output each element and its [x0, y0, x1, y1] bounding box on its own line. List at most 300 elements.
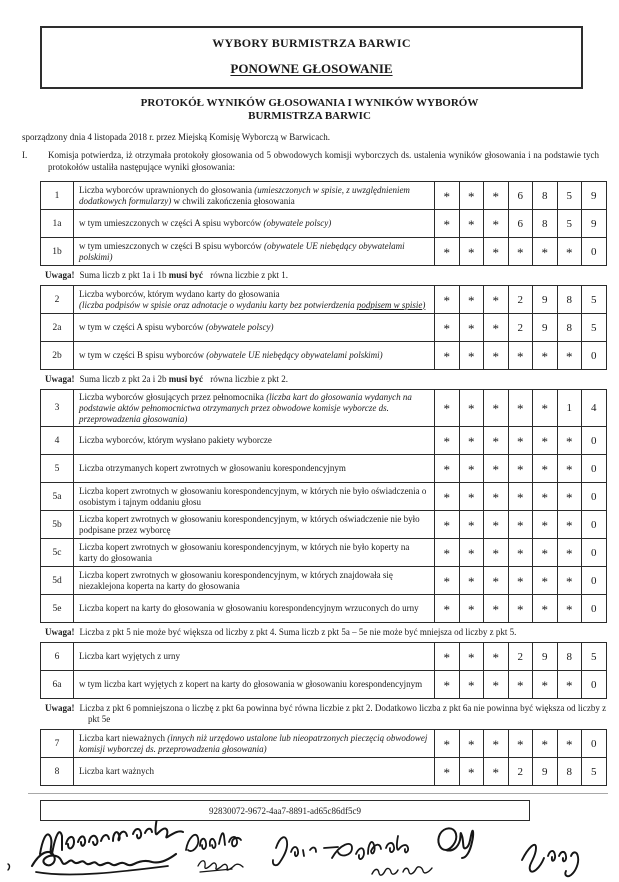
table-row: [41, 342, 607, 370]
digit-cell: [459, 286, 484, 314]
digit-cell: [484, 210, 509, 238]
asterisk-filler: *: [517, 489, 524, 505]
asterisk-filler: *: [541, 736, 548, 752]
asterisk-filler: *: [443, 601, 450, 617]
digit-cell: [557, 427, 582, 455]
signature-stroke: [32, 852, 176, 866]
table-row: [41, 595, 607, 623]
digit-cell: [582, 210, 607, 238]
digit-cell: [557, 483, 582, 511]
digit-cell: [484, 238, 509, 266]
asterisk-filler: *: [566, 545, 573, 561]
row-number: 5e: [41, 595, 74, 623]
asterisk-filler: *: [443, 649, 450, 665]
document-id-box: [40, 800, 530, 821]
asterisk-filler: *: [566, 461, 573, 477]
digit-cell: [435, 238, 460, 266]
note-label: Uwaga!: [45, 374, 75, 384]
subtitle-line-1: PROTOKÓŁ WYNIKÓW GŁOSOWANIA I WYNIKÓW WYBORÓW: [140, 97, 479, 109]
asterisk-filler: *: [492, 216, 499, 232]
note-text: równa liczbie z pkt 2.: [208, 374, 288, 384]
asterisk-filler: *: [443, 517, 450, 533]
asterisk-filler: *: [492, 736, 499, 752]
note-text: Suma liczb z pkt 2a i 2b: [79, 374, 169, 384]
digit-value: 0: [591, 602, 597, 615]
digit-value: 4: [591, 402, 597, 415]
digit-cell: [533, 758, 558, 786]
digit-cell: [582, 182, 607, 210]
digit-value: 5: [591, 650, 597, 663]
results-tables: [0, 181, 619, 786]
asterisk-filler: *: [566, 517, 573, 533]
asterisk-filler: *: [566, 489, 573, 505]
digit-value: 2: [517, 293, 523, 306]
digit-value: 5: [566, 189, 572, 202]
digit-value: 9: [542, 293, 548, 306]
digit-cell: [557, 238, 582, 266]
asterisk-filler: *: [492, 649, 499, 665]
digit-cell: [582, 390, 607, 427]
digit-value: 6: [517, 217, 523, 230]
asterisk-filler: *: [443, 216, 450, 232]
asterisk-filler: *: [492, 244, 499, 260]
digit-cell: [484, 182, 509, 210]
asterisk-filler: *: [468, 649, 475, 665]
digit-cell: [508, 758, 533, 786]
asterisk-filler: *: [517, 433, 524, 449]
digit-cell: [484, 511, 509, 539]
digit-cell: [508, 671, 533, 699]
digit-cell: [459, 567, 484, 595]
asterisk-filler: *: [468, 545, 475, 561]
row-label: Liczba kopert na karty do głosowania w głosowaniu korespondencyjnym wrzuconych do urny: [74, 595, 435, 623]
digit-cell: [508, 314, 533, 342]
note-label: Uwaga!: [45, 703, 75, 714]
asterisk-filler: *: [492, 348, 499, 364]
digit-cell: [582, 238, 607, 266]
results-table: [40, 285, 607, 370]
asterisk-filler: *: [492, 601, 499, 617]
asterisk-filler: *: [443, 292, 450, 308]
asterisk-filler: *: [468, 573, 475, 589]
asterisk-filler: *: [492, 401, 499, 417]
digit-cell: [484, 427, 509, 455]
signature-stroke: [36, 866, 168, 874]
note-text: równa liczbie z pkt 1.: [208, 270, 288, 280]
table-row: [41, 539, 607, 567]
digit-value: 0: [591, 518, 597, 531]
digit-cell: [533, 342, 558, 370]
asterisk-filler: *: [541, 601, 548, 617]
note-text: musi być: [168, 270, 203, 280]
asterisk-filler: *: [468, 736, 475, 752]
digit-cell: [533, 730, 558, 758]
digit-cell: [557, 455, 582, 483]
digit-cell: [533, 238, 558, 266]
section-number: I.: [22, 150, 28, 160]
digit-cell: [484, 455, 509, 483]
digit-value: 9: [542, 650, 548, 663]
digit-cell: [582, 314, 607, 342]
digit-cell: [582, 511, 607, 539]
asterisk-filler: *: [541, 461, 548, 477]
asterisk-filler: *: [517, 348, 524, 364]
asterisk-filler: *: [566, 677, 573, 693]
asterisk-filler: *: [517, 517, 524, 533]
digit-value: 8: [566, 765, 572, 778]
digit-value: 0: [591, 574, 597, 587]
digit-cell: [435, 758, 460, 786]
digit-cell: [582, 483, 607, 511]
digit-cell: [435, 342, 460, 370]
asterisk-filler: *: [517, 545, 524, 561]
digit-cell: [582, 539, 607, 567]
asterisk-filler: *: [443, 401, 450, 417]
asterisk-filler: *: [492, 764, 499, 780]
row-number: 5: [41, 455, 74, 483]
asterisk-filler: *: [468, 292, 475, 308]
results-table: [40, 729, 607, 786]
digit-cell: [435, 286, 460, 314]
asterisk-filler: *: [468, 244, 475, 260]
digit-cell: [435, 539, 460, 567]
asterisk-filler: *: [492, 320, 499, 336]
asterisk-filler: *: [517, 677, 524, 693]
signature-stroke: [8, 864, 10, 870]
asterisk-filler: *: [492, 433, 499, 449]
digit-value: 6: [517, 189, 523, 202]
signatures-area: [0, 820, 619, 882]
asterisk-filler: *: [443, 244, 450, 260]
signature-stroke: [372, 867, 432, 875]
asterisk-filler: *: [468, 517, 475, 533]
digit-cell: [557, 539, 582, 567]
table-row: [41, 643, 607, 671]
election-title: WYBORY BURMISTRZA BARWIC: [212, 36, 411, 50]
digit-cell: [459, 455, 484, 483]
asterisk-filler: *: [541, 244, 548, 260]
digit-cell: [508, 238, 533, 266]
signature-stroke: [186, 833, 241, 851]
digit-cell: [533, 511, 558, 539]
signature-stroke: [273, 837, 338, 865]
digit-value: 9: [591, 189, 597, 202]
row-label: Liczba kopert zwrotnych w głosowaniu korespondencyjnym, w których nie było koperty na karty do głosowania: [74, 539, 435, 567]
digit-cell: [533, 595, 558, 623]
asterisk-filler: *: [517, 736, 524, 752]
asterisk-filler: *: [492, 545, 499, 561]
row-label: Liczba wyborców uprawnionych do głosowania (umieszczonych w spisie, z uwzględnieniem dodatkowych formularzy) w chwili zakończenia głosowania: [74, 182, 435, 210]
digit-value: 0: [591, 678, 597, 691]
digit-cell: [459, 210, 484, 238]
row-label: Liczba otrzymanych kopert zwrotnych w głosowaniu korespondencyjnym: [74, 455, 435, 483]
digit-cell: [484, 483, 509, 511]
asterisk-filler: *: [443, 348, 450, 364]
digit-cell: [459, 314, 484, 342]
table-row: [41, 390, 607, 427]
digit-cell: [435, 210, 460, 238]
row-number: 6a: [41, 671, 74, 699]
digit-value: 5: [591, 321, 597, 334]
digit-value: 1: [566, 402, 572, 415]
asterisk-filler: *: [517, 601, 524, 617]
digit-value: 8: [566, 321, 572, 334]
digit-cell: [435, 671, 460, 699]
row-number: 5d: [41, 567, 74, 595]
asterisk-filler: *: [468, 601, 475, 617]
digit-cell: [508, 390, 533, 427]
row-label: w tym liczba kart wyjętych z kopert na karty do głosowania w głosowaniu korespondencyjnym: [74, 671, 435, 699]
digit-value: 0: [591, 349, 597, 362]
digit-cell: [459, 758, 484, 786]
asterisk-filler: *: [492, 517, 499, 533]
row-number: 7: [41, 730, 74, 758]
asterisk-filler: *: [492, 489, 499, 505]
digit-value: 8: [542, 217, 548, 230]
digit-cell: [459, 390, 484, 427]
digit-value: 5: [591, 293, 597, 306]
digit-cell: [533, 643, 558, 671]
row-number: 5a: [41, 483, 74, 511]
digit-value: 2: [517, 765, 523, 778]
digit-cell: [533, 210, 558, 238]
digit-cell: [533, 286, 558, 314]
asterisk-filler: *: [492, 292, 499, 308]
asterisk-filler: *: [443, 433, 450, 449]
table-row: [41, 483, 607, 511]
asterisk-filler: *: [468, 461, 475, 477]
asterisk-filler: *: [468, 489, 475, 505]
table-row: [41, 455, 607, 483]
asterisk-filler: *: [468, 216, 475, 232]
row-number: 1: [41, 182, 74, 210]
signature-stroke: [40, 820, 183, 854]
digit-cell: [484, 286, 509, 314]
digit-cell: [435, 182, 460, 210]
row-label: Liczba kopert zwrotnych w głosowaniu korespondencyjnym, w których nie było oświadczenia o osobistym i tajnym oddaniu głosu: [74, 483, 435, 511]
asterisk-filler: *: [517, 244, 524, 260]
digit-cell: [582, 643, 607, 671]
table-row: [41, 427, 607, 455]
digit-cell: [484, 390, 509, 427]
digit-cell: [582, 455, 607, 483]
row-label: Liczba kopert zwrotnych w głosowaniu korespondencyjnym, w których znajdowała się niezaklejona koperta na karty do głosowania: [74, 567, 435, 595]
asterisk-filler: *: [566, 601, 573, 617]
asterisk-filler: *: [468, 320, 475, 336]
digit-cell: [508, 286, 533, 314]
digit-value: 9: [591, 217, 597, 230]
digit-cell: [582, 595, 607, 623]
digit-cell: [533, 539, 558, 567]
row-number: 2a: [41, 314, 74, 342]
row-label: Liczba wyborców głosujących przez pełnomocnika (liczba kart do głosowania wydanych na podstawie aktów pełnomocnictwa otrzymanych przez obwodowe komisje wyborcze ds. przeprowadzenia głosowania): [74, 390, 435, 427]
digit-value: 5: [591, 765, 597, 778]
digit-cell: [435, 483, 460, 511]
signature-stroke: [332, 836, 408, 859]
digit-cell: [435, 455, 460, 483]
note: [45, 374, 607, 385]
digit-cell: [582, 342, 607, 370]
asterisk-filler: *: [468, 348, 475, 364]
row-label: Liczba wyborców, którym wysłano pakiety wyborcze: [74, 427, 435, 455]
digit-cell: [435, 567, 460, 595]
scan-artifact-line: [28, 793, 608, 794]
digit-cell: [484, 595, 509, 623]
note-label: Uwaga!: [45, 270, 75, 280]
asterisk-filler: *: [566, 348, 573, 364]
digit-value: 0: [591, 737, 597, 750]
asterisk-filler: *: [492, 461, 499, 477]
asterisk-filler: *: [443, 489, 450, 505]
results-table: [40, 642, 607, 699]
digit-cell: [459, 427, 484, 455]
asterisk-filler: *: [566, 573, 573, 589]
digit-cell: [459, 595, 484, 623]
digit-cell: [459, 182, 484, 210]
digit-cell: [484, 567, 509, 595]
row-number: 2: [41, 286, 74, 314]
document-id: 92830072-9672-4aa7-8891-ad65c86df5c9: [209, 806, 361, 817]
digit-cell: [533, 390, 558, 427]
digit-cell: [484, 758, 509, 786]
note: [45, 627, 607, 638]
digit-cell: [508, 427, 533, 455]
row-number: 5c: [41, 539, 74, 567]
table-row: [41, 314, 607, 342]
digit-cell: [484, 342, 509, 370]
asterisk-filler: *: [541, 677, 548, 693]
digit-cell: [459, 483, 484, 511]
digit-cell: [508, 342, 533, 370]
digit-cell: [484, 539, 509, 567]
digit-cell: [557, 182, 582, 210]
digit-cell: [557, 342, 582, 370]
digit-value: 0: [591, 546, 597, 559]
digit-cell: [582, 567, 607, 595]
digit-cell: [459, 539, 484, 567]
digit-cell: [533, 182, 558, 210]
section-i: [22, 150, 599, 173]
digit-cell: [533, 567, 558, 595]
asterisk-filler: *: [566, 736, 573, 752]
prepared-line: sporządzony dnia 4 listopada 2018 r. przez Miejską Komisję Wyborczą w Barwicach.: [22, 132, 330, 142]
asterisk-filler: *: [443, 736, 450, 752]
digit-cell: [557, 286, 582, 314]
asterisk-filler: *: [541, 489, 548, 505]
digit-cell: [484, 314, 509, 342]
asterisk-filler: *: [443, 320, 450, 336]
digit-cell: [557, 758, 582, 786]
asterisk-filler: *: [541, 433, 548, 449]
asterisk-filler: *: [517, 401, 524, 417]
digit-cell: [508, 182, 533, 210]
row-number: 6: [41, 643, 74, 671]
digit-cell: [459, 511, 484, 539]
digit-cell: [508, 455, 533, 483]
digit-cell: [459, 730, 484, 758]
row-number: 4: [41, 427, 74, 455]
row-label: Liczba wyborców, którym wydano karty do głosowania (liczba podpisów w spisie oraz adnotacje o wydaniu karty bez potwierdzenia podpisem w spisie): [74, 286, 435, 314]
asterisk-filler: *: [468, 764, 475, 780]
digit-cell: [435, 595, 460, 623]
digit-value: 0: [591, 434, 597, 447]
row-number: 1a: [41, 210, 74, 238]
digit-cell: [557, 643, 582, 671]
asterisk-filler: *: [541, 348, 548, 364]
digit-cell: [508, 643, 533, 671]
digit-cell: [508, 539, 533, 567]
digit-value: 2: [517, 650, 523, 663]
note: [45, 270, 607, 281]
digit-cell: [459, 342, 484, 370]
asterisk-filler: *: [468, 401, 475, 417]
row-number: 3: [41, 390, 74, 427]
note-text: musi być: [168, 374, 203, 384]
row-number: 5b: [41, 511, 74, 539]
asterisk-filler: *: [443, 188, 450, 204]
digit-cell: [508, 210, 533, 238]
digit-cell: [533, 427, 558, 455]
digit-cell: [508, 567, 533, 595]
digit-cell: [435, 427, 460, 455]
asterisk-filler: *: [443, 461, 450, 477]
row-label: w tym w części B spisu wyborców (obywatele UE niebędący obywatelami polskimi): [74, 342, 435, 370]
digit-cell: [435, 730, 460, 758]
asterisk-filler: *: [492, 677, 499, 693]
digit-cell: [533, 314, 558, 342]
digit-cell: [435, 511, 460, 539]
digit-cell: [484, 730, 509, 758]
digit-cell: [557, 210, 582, 238]
digit-value: 0: [591, 245, 597, 258]
signature-stroke: [522, 845, 578, 876]
digit-cell: [582, 671, 607, 699]
row-label: w tym umieszczonych w części B spisu wyborców (obywatele UE niebędący obywatelami polskimi): [74, 238, 435, 266]
table-row: [41, 238, 607, 266]
asterisk-filler: *: [443, 677, 450, 693]
digit-cell: [533, 483, 558, 511]
digit-cell: [484, 643, 509, 671]
asterisk-filler: *: [566, 433, 573, 449]
digit-cell: [557, 314, 582, 342]
asterisk-filler: *: [541, 573, 548, 589]
digit-cell: [557, 567, 582, 595]
asterisk-filler: *: [443, 764, 450, 780]
digit-value: 8: [542, 189, 548, 202]
digit-cell: [508, 511, 533, 539]
digit-cell: [435, 314, 460, 342]
asterisk-filler: *: [468, 433, 475, 449]
note: [45, 703, 607, 725]
asterisk-filler: *: [468, 677, 475, 693]
row-number: 1b: [41, 238, 74, 266]
digit-cell: [459, 238, 484, 266]
table-row: [41, 210, 607, 238]
asterisk-filler: *: [541, 517, 548, 533]
row-label: Liczba kart wyjętych z urny: [74, 643, 435, 671]
digit-value: 9: [542, 321, 548, 334]
table-row: [41, 567, 607, 595]
digit-cell: [459, 643, 484, 671]
digit-cell: [508, 595, 533, 623]
signature-stroke: [198, 861, 243, 872]
asterisk-filler: *: [517, 461, 524, 477]
asterisk-filler: *: [541, 401, 548, 417]
row-number: 2b: [41, 342, 74, 370]
digit-cell: [582, 758, 607, 786]
asterisk-filler: *: [566, 244, 573, 260]
asterisk-filler: *: [468, 188, 475, 204]
